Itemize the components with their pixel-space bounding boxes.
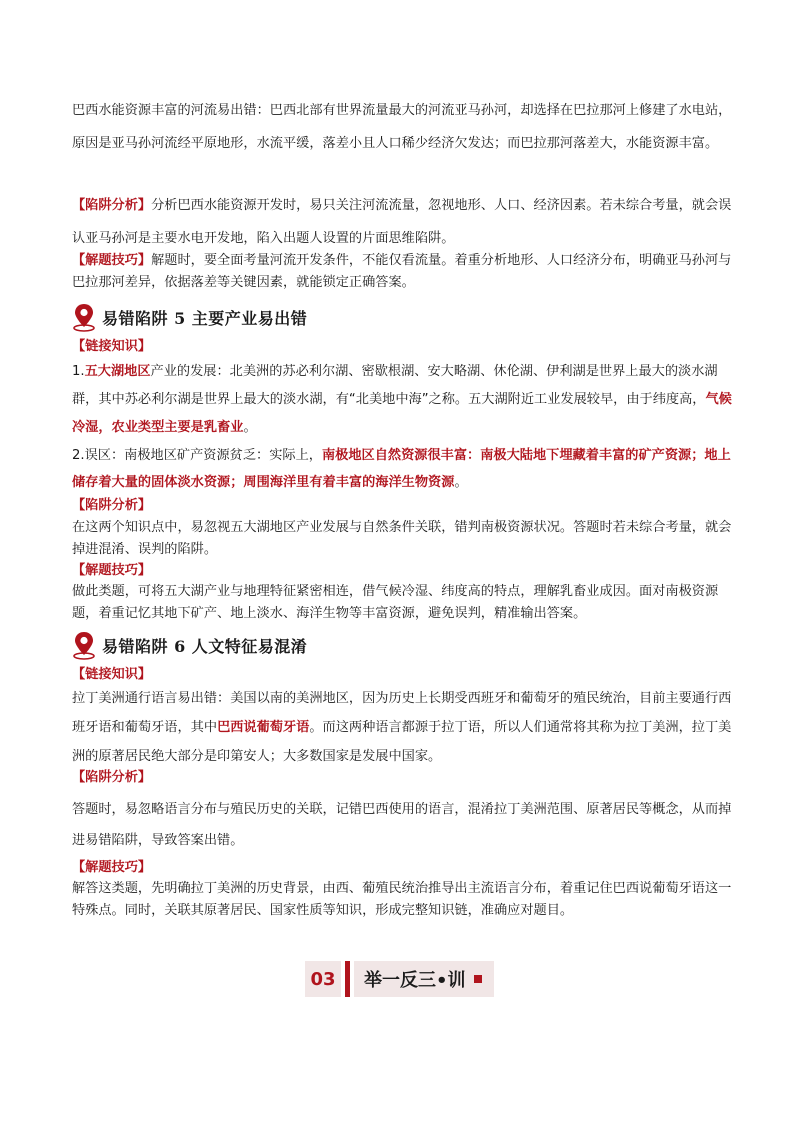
s6-link-label: 【链接知识】 [72,667,152,682]
s4-technique-paragraph [72,250,732,294]
s5-knowledge-1: 1.五大湖地区产业的发展：北美洲的苏必利尔湖、密歇根湖、安大略湖、休伦湖、伊利湖是世界上最大的淡水湖群，其中苏必利尔湖是世界上最大的淡水湖，有“北美地中海”之称。五大湖附近工业发展较早，由于纬度高，气候冷湿，农业类型主要是乳畜业。 [72,364,732,435]
s6-analysis-label: 【陷阱分析】 [72,770,152,785]
intro-text: 巴西水能资源丰富的河流易出错：巴西北部有世界流量最大的河流亚马孙河，却选择在巴拉那河上修建了水电站，原因是亚马孙河流经平原地形，水流平缓，落差小且人口稀少经济欠发达；而巴拉那河落差大，水能资源丰富。 [72,103,732,151]
highlight-antarctic: 南极地区自然资源很丰富：南极大陆地下埋藏着丰富的矿产资源；地上储存着大量的固体淡水资源；周围海洋里有着丰富的海洋生物资源 [72,448,731,490]
s6-technique-paragraph: 解答这类题，先明确拉丁美洲的历史背景，由西、葡殖民统治推导出主流语言分布，着重记住巴西说葡萄牙语这一特殊点。同时，关联其原著居民、国家性质等知识，形成完整知识链，准确应对题目。 [72,881,732,918]
s4-analysis-text: 分析巴西水能资源开发时，易只关注河流流量，忽视地形、人口、经济因素。若未综合考量，就会误认亚马孙河是主要水电开发地，陷入出题人设置的片面思维陷阱。 [72,198,732,246]
s6-technique-label: 【解题技巧】 [72,860,152,875]
banner-title: 举一反三•训 [354,961,494,997]
s5-link-label: 【链接知识】 [72,339,152,354]
highlight-great-lakes: 五大湖地区 [84,364,151,379]
s6-knowledge: 拉丁美洲通行语言易出错：美国以南的美洲地区，因为历史上长期受西班牙和葡萄牙的殖民统治，目前主要通行西班牙语和葡萄牙语，其中巴西说葡萄牙语。而这两种语言都源于拉丁语，所以人们通常将其称为拉丁美洲，拉丁美洲的原著居民绝大部分是印第安人；大多数国家是发展中国家。 [72,691,732,764]
s5-technique-paragraph: 做此类题，可将五大湖产业与地理特征紧密相连，借气候冷湿、纬度高的特点，理解乳畜业成因。面对南极资源题，着重记忆其地下矿产、地上淡水、海洋生物等丰富资源，避免误判，精准输出答案。 [72,584,719,621]
banner-number: 03 [305,961,341,997]
highlight-dairy: 气候冷湿，农业类型主要是乳畜业 [72,392,732,435]
location-pin-icon [72,630,98,660]
section5-title: 易错陷阱 5 主要产业易出错 [102,308,308,328]
section6-title: 易错陷阱 6 人文特征易混淆 [102,636,308,656]
section6-heading [72,630,307,660]
highlight-portuguese: 巴西说葡萄牙语 [217,720,310,735]
location-pin-icon [72,302,98,332]
s5-technique-label: 【解题技巧】 [72,563,152,578]
trap-analysis-label: 【陷阱分析】 [72,198,152,213]
banner-divider [345,961,350,997]
banner-square-icon [474,975,482,983]
section-banner [305,961,494,997]
s4-technique-text: 解题时，要全面考量河流开发条件，不能仅看流量。着重分析地形、人口经济分布，明确亚马孙河与巴拉那河差异，依据落差等关键因素，就能锁定正确答案。 [72,253,732,290]
s5-analysis-label: 【陷阱分析】 [72,498,152,513]
s5-knowledge-2: 2.误区：南极地区矿产资源贫乏：实际上，南极地区自然资源很丰富：南极大陆地下埋藏着丰富的矿产资源；地上储存着大量的固体淡水资源；周围海洋里有着丰富的海洋生物资源。 [72,448,731,490]
s6-analysis-paragraph: 答题时，易忽略语言分布与殖民历史的关联，记错巴西使用的语言，混淆拉丁美洲范围、原著居民等概念，从而掉进易错陷阱，导致答案出错。 [72,802,732,848]
technique-label: 【解题技巧】 [72,253,152,268]
s5-analysis-paragraph: 在这两个知识点中，易忽视五大湖地区产业发展与自然条件关联，错判南极资源状况。答题时若未综合考量，就会掉进混淆、误判的陷阱。 [72,520,732,557]
s4-analysis-paragraph [72,189,732,255]
section5-heading [72,302,307,332]
intro-paragraph [72,94,732,160]
